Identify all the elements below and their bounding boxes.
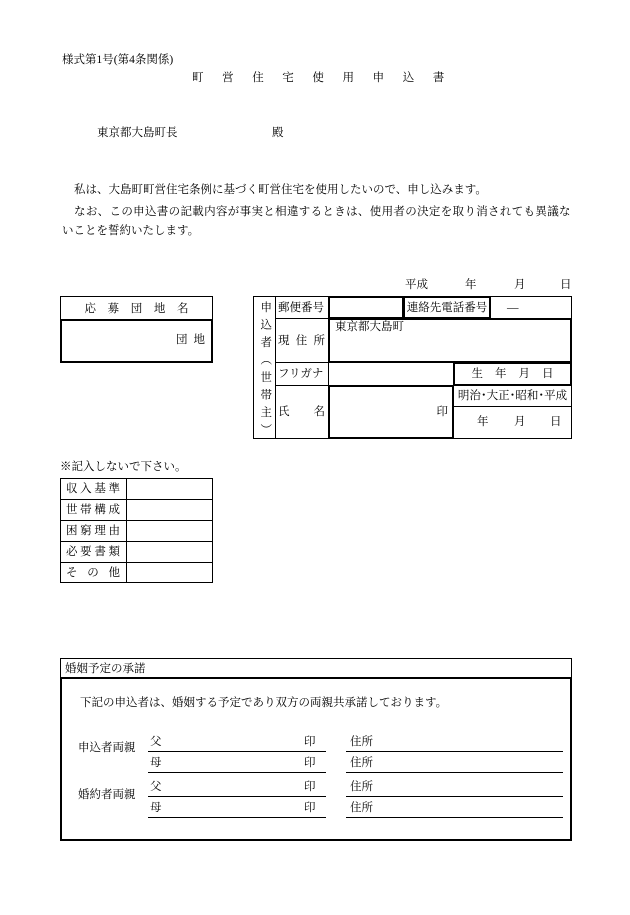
addressee-honorific: 殿 [272,127,284,139]
furigana-label: フリガナ [278,368,324,380]
address-field [328,318,572,363]
postal-code-label-cell [275,296,329,319]
phone-separator: — [507,301,519,314]
complex-name-header: 応募団地名 [84,302,189,315]
furigana-field [328,362,454,386]
income-criteria-label: 収入基準 [66,483,120,495]
seal-mark: 印 [436,406,448,418]
birth-month-unit: 月 [514,416,526,428]
applicant-side-label-cell [253,296,276,439]
address-label: 住所 [350,757,373,769]
birth-year-unit: 年 [477,416,489,428]
birth-era-options: 明治･大正･昭和･平成 [457,390,568,402]
marriage-consent-statement: 下記の申込者は、婚姻する予定であり双方の両親共承諾しております。 [80,697,448,709]
seal-mark: 印 [304,802,316,814]
hardship-reason-field [126,520,213,542]
required-documents-label-cell [60,541,127,563]
form-title: 町営住宅使用申込書 [192,72,463,84]
seal-mark: 印 [304,757,316,769]
phone-number-field [490,296,572,319]
date-month-unit: 月 [514,279,526,291]
birth-day-unit: 日 [550,416,562,428]
complex-suffix: 団地 [176,334,211,346]
complex-name-header-cell [60,296,213,321]
relation-label: 父 [150,781,162,793]
postal-code-label: 郵便番号 [278,301,324,314]
marriage-consent-body [60,677,572,841]
required-documents-field [126,541,213,563]
other-label-cell [60,562,127,583]
income-criteria-field [126,478,213,500]
postal-code-field [328,296,404,319]
phone-label: 連絡先電話番号 [406,301,488,314]
applicant-parents-label: 申込者両親 [78,742,136,754]
office-use-note: ※記入しないで下さい。 [60,461,187,473]
name-label-cell [275,385,329,439]
address-label: 住所 [350,736,373,748]
furigana-label-cell [275,362,329,386]
seal-mark: 印 [304,736,316,748]
household-composition-label: 世帯構成 [66,504,120,516]
required-documents-label: 必要書類 [66,546,120,558]
date-year-unit: 年 [465,279,477,291]
statement-line-2: なお、この申込書の記載内容が事実と相違するときは、使用者の決定を取り消されても異議な [74,206,571,218]
statement-line-3: いことを誓約いたします。 [62,225,200,237]
household-composition-label-cell [60,499,127,521]
name-field [328,385,454,439]
birth-date-label-cell [453,362,572,386]
address-label: 住所 [350,802,373,814]
marriage-consent-header-cell [60,658,572,679]
seal-mark: 印 [304,781,316,793]
address-label-cell [275,318,329,363]
fiance-parents-label: 婚約者両親 [78,789,136,801]
birth-era-cell [453,385,572,407]
marriage-consent-header: 婚姻予定の承諾 [65,662,146,675]
phone-label-cell [403,296,491,319]
hardship-reason-label-cell [60,520,127,542]
address-value: 東京都大島町 [335,321,404,333]
other-field [126,562,213,583]
household-composition-field [126,499,213,521]
date-era: 平成 [405,279,428,291]
birth-date-label: 生年月日 [471,368,554,380]
hardship-reason-label: 困窮理由 [66,525,120,537]
relation-label: 父 [150,736,162,748]
birth-date-field [453,406,572,439]
form-number: 様式第1号(第4条関係) [62,54,174,66]
relation-label: 母 [150,757,162,769]
addressee-name: 東京都大島町長 [97,127,178,139]
income-criteria-label-cell [60,478,127,500]
other-label: その他 [66,566,120,579]
relation-label: 母 [150,802,162,814]
statement-line-1: 私は、大島町町営住宅条例に基づく町営住宅を使用したいので、申し込みます。 [74,184,487,196]
applicant-side-label: 申込者（世帯主） [259,300,272,441]
date-day-unit: 日 [560,279,572,291]
address-label: 住所 [350,781,373,793]
address-label: 現住所 [278,334,325,347]
name-label: 氏名 [278,406,325,418]
